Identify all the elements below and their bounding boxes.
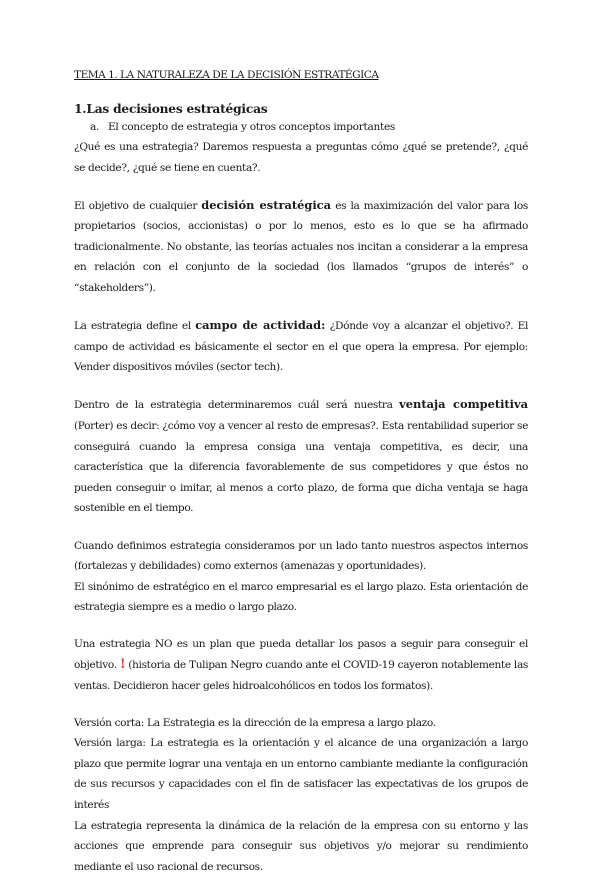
paragraph-competitive-advantage: Dentro de la estrategia determinaremos cuál será nuestra ventaja competitiva (Porter) es decir: ¿cómo voy a vencer al resto de empresas?. Esta rentabilidad superior se conseguirá cuando la empresa consiga una ventaja competitiva, es decir, una característica que la diferencia favorablemente de sus competidores y que éstos no pueden conseguir o imitar, al menos a corto plazo, de forma que dicha ventaja se haga sostenible en el tiempo. (74, 397, 529, 515)
paragraph-dynamics: La estrategia representa la dinámica de la relación de la empresa con su entorno y las acciones que emprende para conseguir sus objetivos y/o mejorar su rendimiento mediante el uso racional de recursos. (74, 819, 528, 873)
paragraph-long-term: El sinónimo de estratégico en el marco empresarial es el largo plazo. Esta orientación de estrategia siempre es a medio o largo plazo. (74, 580, 528, 614)
bold-term-field: campo de actividad: (195, 318, 326, 333)
bold-term-advantage: ventaja competitiva (399, 397, 529, 412)
paragraph-field-of-activity: La estrategia define el campo de actividad: ¿Dónde voy a alcanzar el objetivo?. El campo de actividad es básicamente el sector en el que opera la empresa. Por ejemplo: Vender dispositivos móviles (sector tech). (74, 318, 528, 374)
intro-paragraph: ¿Qué es una estrategia? Daremos respuesta a preguntas cómo ¿qué se pretende?, ¿qué se decide?, ¿qué se tiene en cuenta?. (74, 141, 528, 174)
paragraph-not-a-plan: Una estrategia NO es un plan que pueda detallar los pasos a seguir para conseguir el objetivo. ! (historia de Tulipan Negro cuando ante el COVID-19 cayeron notablemente las ventas. Decidieron hacer geles hidroalcohólicos en todos los formatos). (74, 638, 529, 692)
document-title: TEMA 1. LA NATURALEZA DE LA DECISIÓN ESTRATÉGICA (74, 69, 379, 81)
paragraph-objective: El objetivo de cualquier decisión estratégica es la maximización del valor para los propietarios (socios, accionistas) o por lo menos, esto es lo que se ha afirmado tradicionalmente. No obstante, las teorías actuales nos incitan a considerar a la empresa en relación con el conjunto de la sociedad (los llamados “grupos de interés” o “stakeholders”). (74, 197, 528, 295)
bold-term-decision: decisión estratégica (201, 197, 331, 212)
exclamation-icon: ! (119, 656, 126, 672)
paragraph-internal-external: Cuando definimos estrategia consideramos por un lado tanto nuestros aspectos internos (fortalezas y debilidades) como externos (amenazas y oportunidades). (74, 539, 528, 573)
list-marker: a. (90, 121, 100, 133)
paragraph-short-version: Versión corta: La Estrategia es la dirección de la empresa a largo plazo. (74, 716, 436, 729)
section-heading: 1.Las decisiones estratégicas (74, 102, 268, 116)
subsection-heading (90, 121, 528, 134)
subsection-title: El concepto de estrategia y otros conceptos importantes (108, 121, 396, 133)
paragraph-long-version: Versión larga: La estrategia es la orientación y el alcance de una organización a largo plazo que permite lograr una ventaja en un entorno cambiante mediante la configuración de sus recursos y capacidades con el fin de satisfacer las expectativas de los grupos de interés (74, 737, 528, 812)
